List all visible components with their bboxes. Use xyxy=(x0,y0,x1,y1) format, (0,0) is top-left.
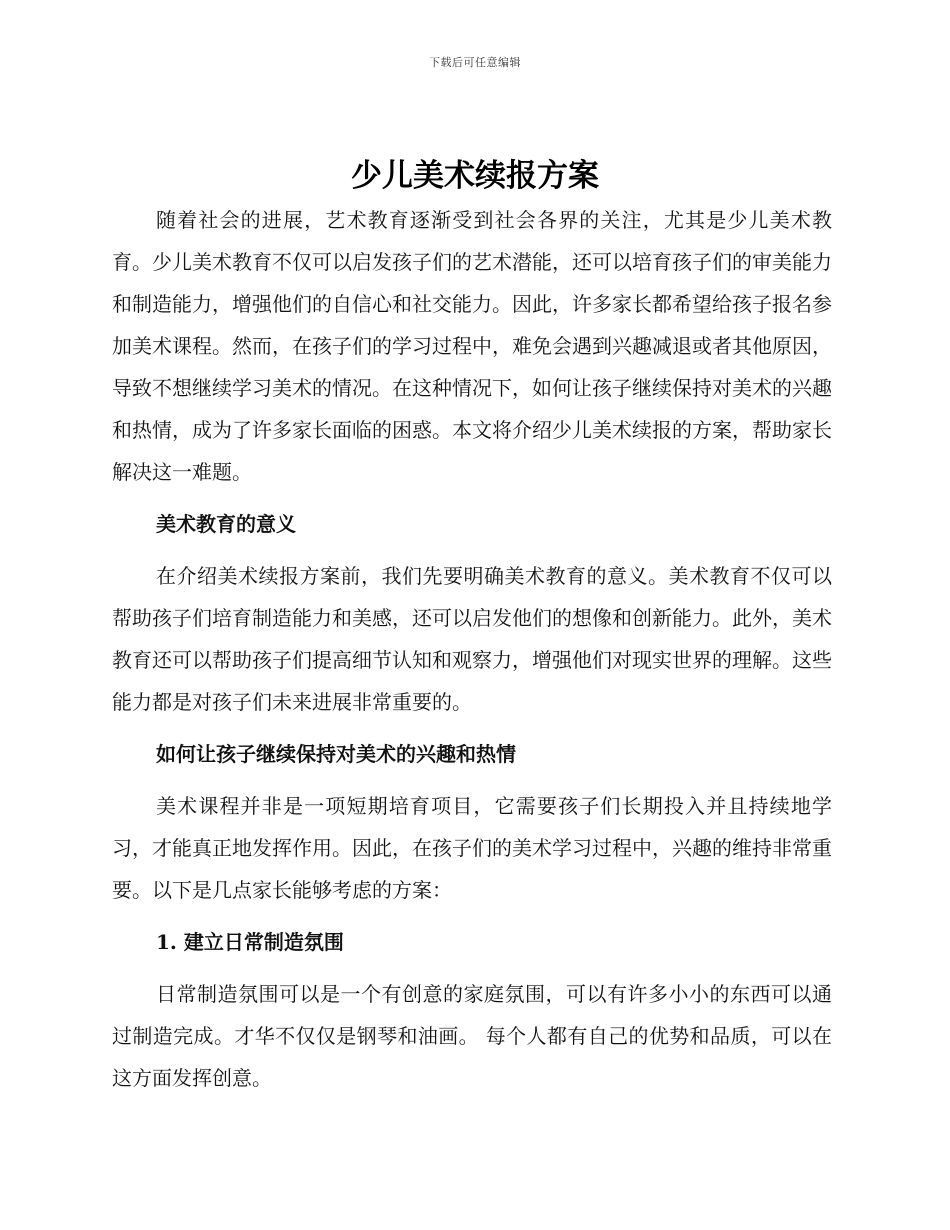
document-body xyxy=(112,199,832,1099)
intro-paragraph: 随着社会的进展，艺术教育逐渐受到社会各界的关注，尤其是少儿美术教育。少儿美术教育不仅可以启发孩子们的艺术潜能，还可以培育孩子们的审美能力和制造能力，增强他们的自信心和社交能力。因此，许多家长都希望给孩子报名参加美术课程。然而，在孩子们的学习过程中，难免会遇到兴趣减退或者其他原因，导致不想继续学习美术的情况。在这种情况下，如何让孩子继续保持对美术的兴趣和热情，成为了许多家长面临的困惑。本文将介绍少儿美术续报的方案，帮助家长解决这一难题。 xyxy=(112,208,832,484)
section-paragraph-creative-atmosphere: 日常制造氛围可以是一个有创意的家庭氛围，可以有许多小小的东西可以通过制造完成。才华不仅仅是钢琴和油画。 每个人都有自己的优势和品质，可以在这方面发挥创意。 xyxy=(112,982,832,1090)
section-heading-creative-atmosphere: 1. 建立日常制造氛围 xyxy=(156,930,344,954)
document-title: 少儿美术续报方案 xyxy=(351,158,599,194)
section-paragraph-keep-interest: 美术课程并非是一项短期培育项目，它需要孩子们长期投入并且持续地学习，才能真正地发挥作用。因此，在孩子们的美术学习过程中，兴趣的维持非常重要。以下是几点家长能够考虑的方案： xyxy=(112,794,832,902)
running-header: 下载后可任意编辑 xyxy=(429,56,521,69)
section-paragraph-significance: 在介绍美术续报方案前，我们先要明确美术教育的意义。美术教育不仅可以帮助孩子们培育制造能力和美感，还可以启发他们的想像和创新能力。此外，美术教育还可以帮助孩子们提高细节认知和观察力，增强他们对现实世界的理解。这些能力都是对孩子们未来进展非常重要的。 xyxy=(112,564,832,714)
section-heading-keep-interest: 如何让孩子继续保持对美术的兴趣和热情 xyxy=(156,742,516,766)
section-heading-significance: 美术教育的意义 xyxy=(156,512,296,536)
